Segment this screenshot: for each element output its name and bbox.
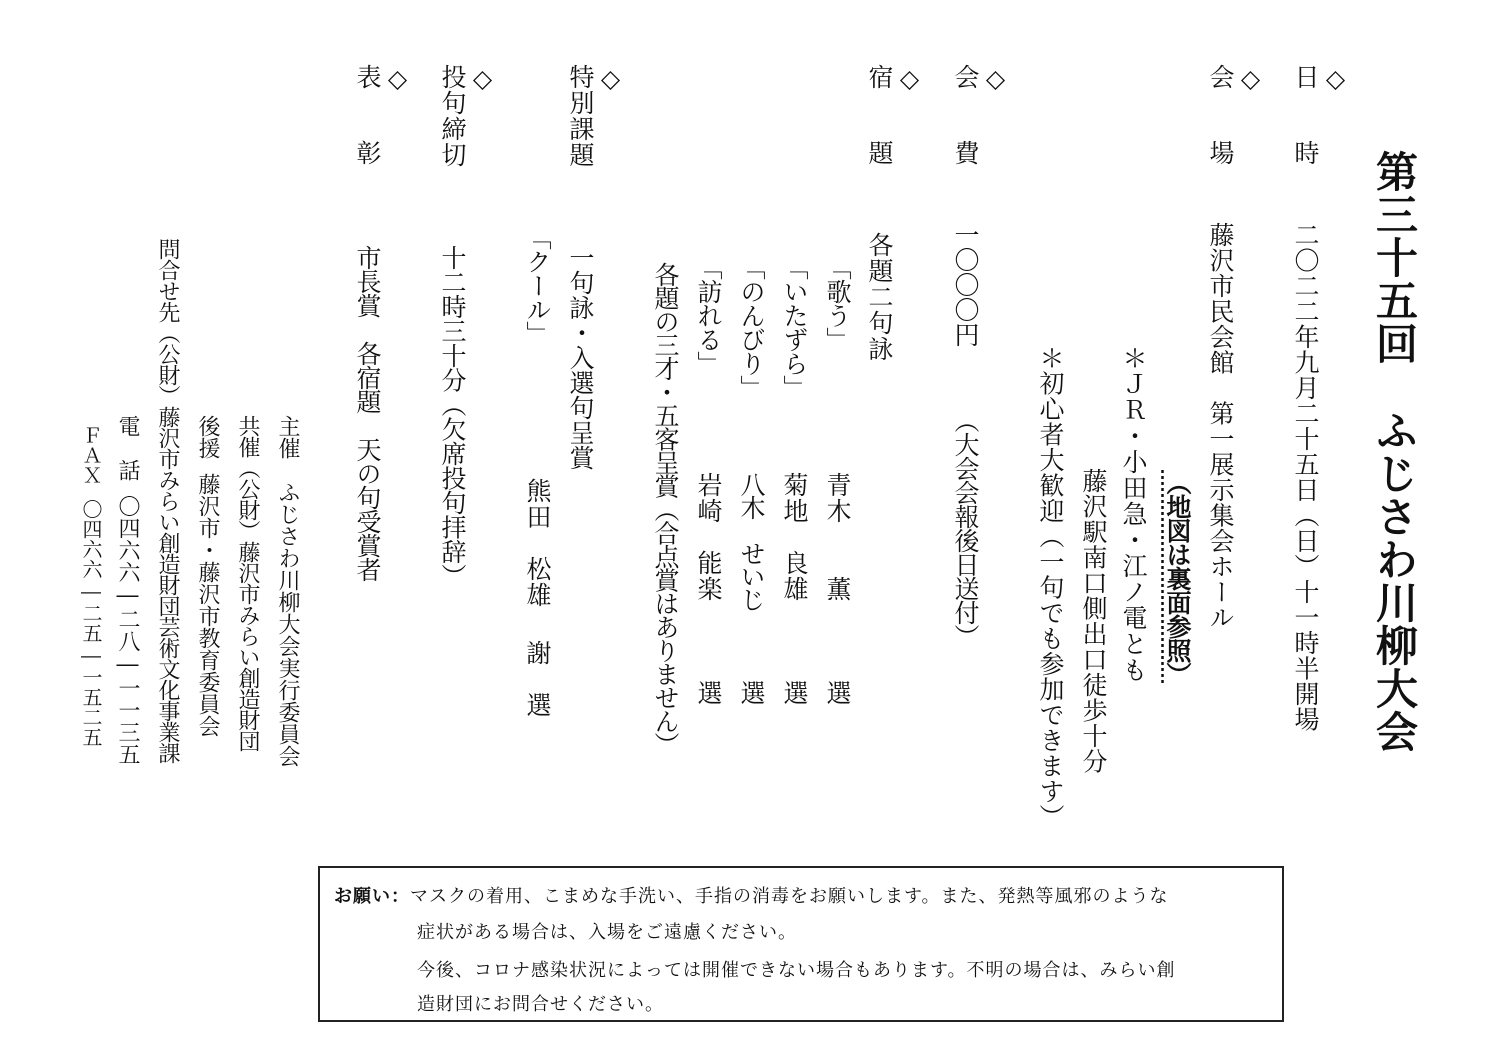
special-topic: 「クール」 (523, 225, 552, 345)
host-label: 主催 (275, 415, 300, 459)
topic-judge-suffix: 選 (780, 680, 809, 706)
award-label: ◇ 表彰 (353, 64, 412, 166)
notice-line-3: 今後、コロナ感染状況によっては開催できない場合もあります。不明の場合は、みらい創 (417, 960, 1176, 981)
host-row (272, 415, 302, 767)
diamond-bullet-icon: ◇ (895, 64, 924, 94)
notice-line-1: マスクの着用、こまめな手洗い、手指の消毒をお願いします。また、発熱等風邪のような (410, 886, 1169, 907)
notice-box (318, 866, 1284, 1022)
topic-judge: 八木 せいじ (737, 472, 766, 610)
venue-access-line-2: 藤沢駅南口側出口徒歩十分 (1079, 468, 1108, 774)
fax-value: 〇四六六―二五―一五二五 (79, 499, 103, 747)
datetime-label: ◇ 日時 (1291, 64, 1350, 166)
diamond-bullet-icon: ◇ (981, 64, 1010, 94)
event-title-number: 第三十五回 (1370, 150, 1419, 365)
venue-welcome-note: ＊初心者大歓迎（一句でも参加できます） (1036, 345, 1065, 830)
venue-map-note: （地図は裏面参照） (1163, 470, 1192, 686)
topic-judge: 岩崎 能楽 (694, 472, 723, 602)
award-value: 市長賞 各宿題 天の句受賞者 (353, 245, 382, 581)
support-row (192, 415, 222, 737)
event-title-name: ふじさわ川柳大会 (1370, 409, 1419, 753)
datetime-value: 二〇二二年九月二十五日（日）十一時半開場 (1291, 222, 1320, 732)
topics-rule: 各題二句詠 (865, 232, 894, 362)
contact-org: （公財）藤沢市みらい創造財団芸術文化事業課 (155, 322, 180, 763)
contact-org-row (152, 238, 182, 763)
cohost-value: （公財）藤沢市みらい創造財団 (235, 457, 260, 751)
topic-judge: 菊地 良雄 (780, 472, 809, 602)
special-judge: 熊田 松雄 (523, 478, 552, 608)
notice-line-2: 症状がある場合は、入場をご遠慮ください。 (417, 922, 797, 943)
topics-award-note: 各題の三才・五客呈賞（合点賞はありません） (651, 262, 680, 756)
fee-label: ◇ 会費 (951, 64, 1010, 166)
special-rule: 一句詠・入選句呈賞 (566, 245, 595, 470)
notice-line-4: 造財団にお問合せください。 (417, 994, 664, 1015)
diamond-bullet-icon: ◇ (1236, 64, 1265, 94)
topic-name: 「歌う」 (823, 255, 852, 351)
topic-judge-suffix: 選 (823, 680, 852, 706)
topics-label: ◇ 宿題 (865, 64, 924, 166)
cohost-label: 共催 (235, 415, 260, 457)
fee-value: 一〇〇〇円 (951, 222, 980, 347)
special-judge-suffix: 謝 選 (523, 640, 552, 718)
venue-access-line-1: ＊ＪＲ・小田急・江ノ電とも (1119, 345, 1148, 683)
venue-value: 藤沢市民会館 第一展示集会ホール (1206, 222, 1235, 630)
topic-judge-suffix: 選 (737, 680, 766, 706)
support-value: 藤沢市・藤沢市教育委員会 (195, 473, 220, 737)
topic-name: 「いたずら」 (780, 255, 809, 399)
fax-label: ＦＡＸ (79, 425, 103, 485)
tel-label: 電 話 (115, 415, 140, 481)
tel-value: 〇四六六―二八―一一三五 (115, 495, 140, 765)
host-value: ふじさわ川柳大会実行委員会 (275, 481, 300, 767)
special-label: ◇ 特別課題 (566, 64, 625, 168)
contact-fax-row (76, 425, 106, 747)
topic-judge: 青木 薫 (823, 472, 852, 602)
event-title (1370, 150, 1419, 753)
topic-name: 「のんびり」 (737, 255, 766, 399)
diamond-bullet-icon: ◇ (468, 64, 497, 94)
contact-tel-row (112, 415, 142, 765)
fee-note: （大会会報後日送付） (951, 408, 980, 648)
topic-judge-suffix: 選 (694, 680, 723, 706)
deadline-label: ◇ 投句締切 (438, 64, 497, 168)
deadline-value: 十二時三十分（欠席投句拝辞） (438, 245, 467, 588)
cohost-row (232, 415, 262, 751)
support-label: 後援 (195, 415, 220, 459)
diamond-bullet-icon: ◇ (383, 64, 412, 94)
venue-label: ◇ 会場 (1206, 64, 1265, 166)
topic-name: 「訪れる」 (694, 255, 723, 375)
contact-label: 問合せ先 (155, 238, 180, 322)
notice-label: お願い： (334, 886, 410, 907)
diamond-bullet-icon: ◇ (596, 64, 625, 94)
diamond-bullet-icon: ◇ (1321, 64, 1350, 94)
